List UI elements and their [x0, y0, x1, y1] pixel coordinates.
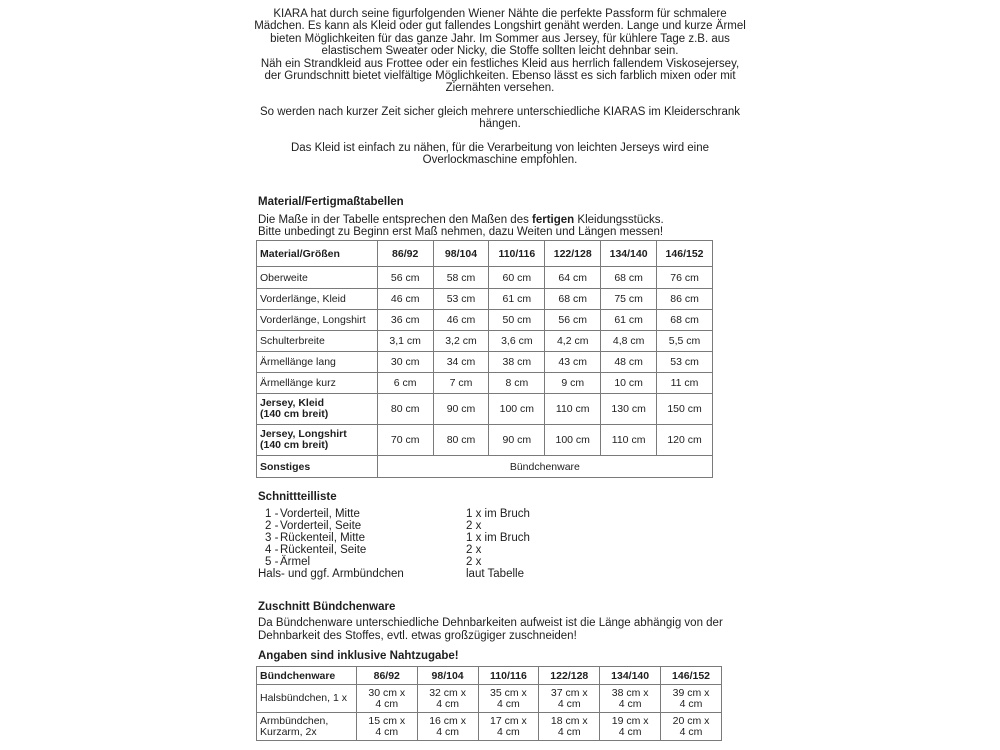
table-row	[257, 331, 713, 352]
header-cell-size: 122/128	[545, 241, 601, 267]
table-cell: 53 cm	[657, 352, 713, 373]
row-label: Ärmellänge kurz	[257, 373, 378, 394]
table-cell: 58 cm	[433, 267, 489, 289]
header-cell-size: 98/104	[433, 241, 489, 267]
table-row-sonstiges	[257, 456, 713, 478]
material-intro-text-a: Die Maße in der Tabelle entsprechen den Maßen des	[258, 214, 533, 226]
row-label: Schulterbreite	[257, 331, 378, 352]
table-cell: 56 cm	[377, 267, 433, 289]
table-cell: 61 cm	[601, 310, 657, 331]
header-cell-size: 134/140	[600, 667, 661, 685]
list-item-label: Ärmel	[280, 556, 311, 568]
table-cell: 43 cm	[545, 352, 601, 373]
table-cell: 32 cm x 4 cm	[417, 685, 478, 713]
table-cell: 3,6 cm	[489, 331, 545, 352]
list-item-number: 3 -	[265, 532, 279, 544]
table-header-row	[257, 667, 722, 685]
table-cell: 4,8 cm	[601, 331, 657, 352]
table-cell: 100 cm	[489, 394, 545, 425]
table-cell: 50 cm	[489, 310, 545, 331]
table-cell: 68 cm	[545, 289, 601, 310]
row-label: Jersey, Kleid (140 cm breit)	[257, 394, 378, 425]
intro-paragraph-3: Das Kleid ist einfach zu nähen, für die Verarbeitung von leichten Jerseys wird eine Overlockmaschine empfohlen.	[290, 141, 710, 167]
list-item-label: Rückenteil, Seite	[280, 544, 367, 556]
schnittteil-list	[258, 508, 558, 583]
zuschnitt-heading: Zuschnitt Bündchenware	[258, 601, 396, 613]
table-cell: 150 cm	[657, 394, 713, 425]
material-heading: Material/Fertigmaßtabellen	[258, 196, 404, 208]
header-cell-size: 86/92	[356, 667, 417, 685]
list-item-quantity: 1 x im Bruch	[466, 508, 530, 520]
table-cell: 34 cm	[433, 352, 489, 373]
zuschnitt-text: Da Bündchenware unterschiedliche Dehnbarkeiten aufweist ist die Länge abhängig von der Dehnbarkeit des Stoffes, evtl. etwas großzügiger zuschneiden!	[258, 617, 723, 642]
table-row	[257, 267, 713, 289]
table-cell: 5,5 cm	[657, 331, 713, 352]
list-item-number: 5 -	[265, 556, 279, 568]
table-cell: 38 cm	[489, 352, 545, 373]
table-cell: 17 cm x 4 cm	[478, 713, 539, 741]
table-row	[257, 713, 722, 741]
table-row	[257, 425, 713, 456]
table-header-row	[257, 241, 713, 267]
table-cell: 86 cm	[657, 289, 713, 310]
list-item-label: Rückenteil, Mitte	[280, 532, 366, 544]
header-cell-size: 110/116	[489, 241, 545, 267]
row-label: Vorderlänge, Kleid	[257, 289, 378, 310]
table-row	[257, 352, 713, 373]
table-cell: 80 cm	[377, 394, 433, 425]
list-item-label: Vorderteil, Mitte	[280, 508, 360, 520]
table-cell: 64 cm	[545, 267, 601, 289]
table-cell: 38 cm x 4 cm	[600, 685, 661, 713]
table-cell: 6 cm	[377, 373, 433, 394]
list-item-label: Vorderteil, Seite	[280, 520, 362, 532]
table-row	[257, 373, 713, 394]
table-cell: 18 cm x 4 cm	[539, 713, 600, 741]
header-cell-size: 146/152	[657, 241, 713, 267]
table-cell: 120 cm	[657, 425, 713, 456]
table-cell: 68 cm	[657, 310, 713, 331]
table-cell: 8 cm	[489, 373, 545, 394]
row-label: Jersey, Longshirt (140 cm breit)	[257, 425, 378, 456]
intro-paragraph-1: KIARA hat durch seine figurfolgenden Wiener Nähte die perfekte Passform für schmalere Mädchen. Es kann als Kleid oder gut fallendes Longshirt genäht werden. Lange und kurze Ärmel bieten Möglichkeiten für das ganze Jahr. Im Sommer aus Jersey, für kühlere Tage z.B. aus elastischem Sweater oder Nicky, die Stoffe sollten leicht dehnbar sein. Näh ein Strandkleid aus Frottee oder ein festliches Kleid aus herrlich fallendem Viskosejersey, der Grundschnitt bietet vielfältige Möglichkeiten. Ebenso lässt es sich farblich mixen oder mit Ziernähten versehen.	[254, 8, 746, 95]
table-cell: 36 cm	[377, 310, 433, 331]
list-item-quantity: laut Tabelle	[466, 568, 524, 580]
table-cell: 110 cm	[545, 394, 601, 425]
table-cell: 20 cm x 4 cm	[661, 713, 722, 741]
table-cell: 10 cm	[601, 373, 657, 394]
table-cell: 90 cm	[489, 425, 545, 456]
list-item-number: 2 -	[265, 520, 279, 532]
table-cell: 56 cm	[545, 310, 601, 331]
header-cell-size: 110/116	[478, 667, 539, 685]
table-cell: 46 cm	[433, 310, 489, 331]
table-cell: 9 cm	[545, 373, 601, 394]
table-cell: 90 cm	[433, 394, 489, 425]
table-row	[257, 394, 713, 425]
header-cell-size: 86/92	[377, 241, 433, 267]
row-label: Armbündchen, Kurzarm, 2x	[257, 713, 357, 741]
material-intro-line-2: Bitte unbedingt zu Beginn erst Maß nehmen, dazu Weiten und Längen messen!	[258, 226, 664, 238]
header-cell-size: 146/152	[661, 667, 722, 685]
buendchen-table	[256, 666, 722, 741]
header-cell-label: Material/Größen	[257, 241, 378, 267]
table-cell: 53 cm	[433, 289, 489, 310]
table-row	[257, 289, 713, 310]
table-cell: 100 cm	[545, 425, 601, 456]
header-cell-label: Bündchenware	[257, 667, 357, 685]
header-cell-size: 98/104	[417, 667, 478, 685]
list-item-quantity: 2 x	[466, 556, 482, 568]
row-label: Sonstiges	[257, 456, 378, 478]
header-cell-size: 134/140	[601, 241, 657, 267]
table-cell: 48 cm	[601, 352, 657, 373]
row-label: Halsbündchen, 1 x	[257, 685, 357, 713]
table-cell: 68 cm	[601, 267, 657, 289]
table-cell: 19 cm x 4 cm	[600, 713, 661, 741]
table-row	[257, 310, 713, 331]
table-row	[257, 685, 722, 713]
intro-text	[240, 8, 760, 166]
table-cell: 61 cm	[489, 289, 545, 310]
table-cell: 11 cm	[657, 373, 713, 394]
list-item-quantity: 1 x im Bruch	[466, 532, 530, 544]
table-cell: 80 cm	[433, 425, 489, 456]
table-cell: 37 cm x 4 cm	[539, 685, 600, 713]
table-cell: 3,2 cm	[433, 331, 489, 352]
schnittteil-heading: Schnittteilliste	[258, 491, 337, 503]
table-cell: 30 cm	[377, 352, 433, 373]
table-cell: 7 cm	[433, 373, 489, 394]
table-cell: 4,2 cm	[545, 331, 601, 352]
table-cell: 16 cm x 4 cm	[417, 713, 478, 741]
list-item-quantity: 2 x	[466, 520, 482, 532]
table-cell: 110 cm	[601, 425, 657, 456]
table-cell: 60 cm	[489, 267, 545, 289]
list-item-quantity: 2 x	[466, 544, 482, 556]
table-cell: 15 cm x 4 cm	[356, 713, 417, 741]
material-intro-bold: fertigen	[532, 214, 575, 226]
row-label: Vorderlänge, Longshirt	[257, 310, 378, 331]
table-cell: 46 cm	[377, 289, 433, 310]
table-cell: 130 cm	[601, 394, 657, 425]
intro-paragraph-2: So werden nach kurzer Zeit sicher gleich mehrere unterschiedliche KIARAS im Kleiderschrank hängen.	[259, 105, 741, 131]
table-cell: Bündchenware	[377, 456, 712, 478]
row-label: Oberweite	[257, 267, 378, 289]
table-cell: 3,1 cm	[377, 331, 433, 352]
table-cell: 70 cm	[377, 425, 433, 456]
header-cell-size: 122/128	[539, 667, 600, 685]
material-intro-text-b: Kleidungsstücks.	[574, 214, 664, 226]
table-cell: 75 cm	[601, 289, 657, 310]
row-label: Ärmellänge lang	[257, 352, 378, 373]
material-size-table	[256, 240, 713, 478]
zuschnitt-subheading: Angaben sind inklusive Nahtzugabe!	[258, 650, 459, 662]
table-cell: 76 cm	[657, 267, 713, 289]
material-intro-line-1	[258, 214, 664, 227]
table-cell: 35 cm x 4 cm	[478, 685, 539, 713]
list-item-number: 1 -	[265, 508, 279, 520]
list-item-number: 4 -	[265, 544, 279, 556]
list-item-label: Hals- und ggf. Armbündchen	[258, 568, 404, 580]
table-cell: 30 cm x 4 cm	[356, 685, 417, 713]
table-cell: 39 cm x 4 cm	[661, 685, 722, 713]
